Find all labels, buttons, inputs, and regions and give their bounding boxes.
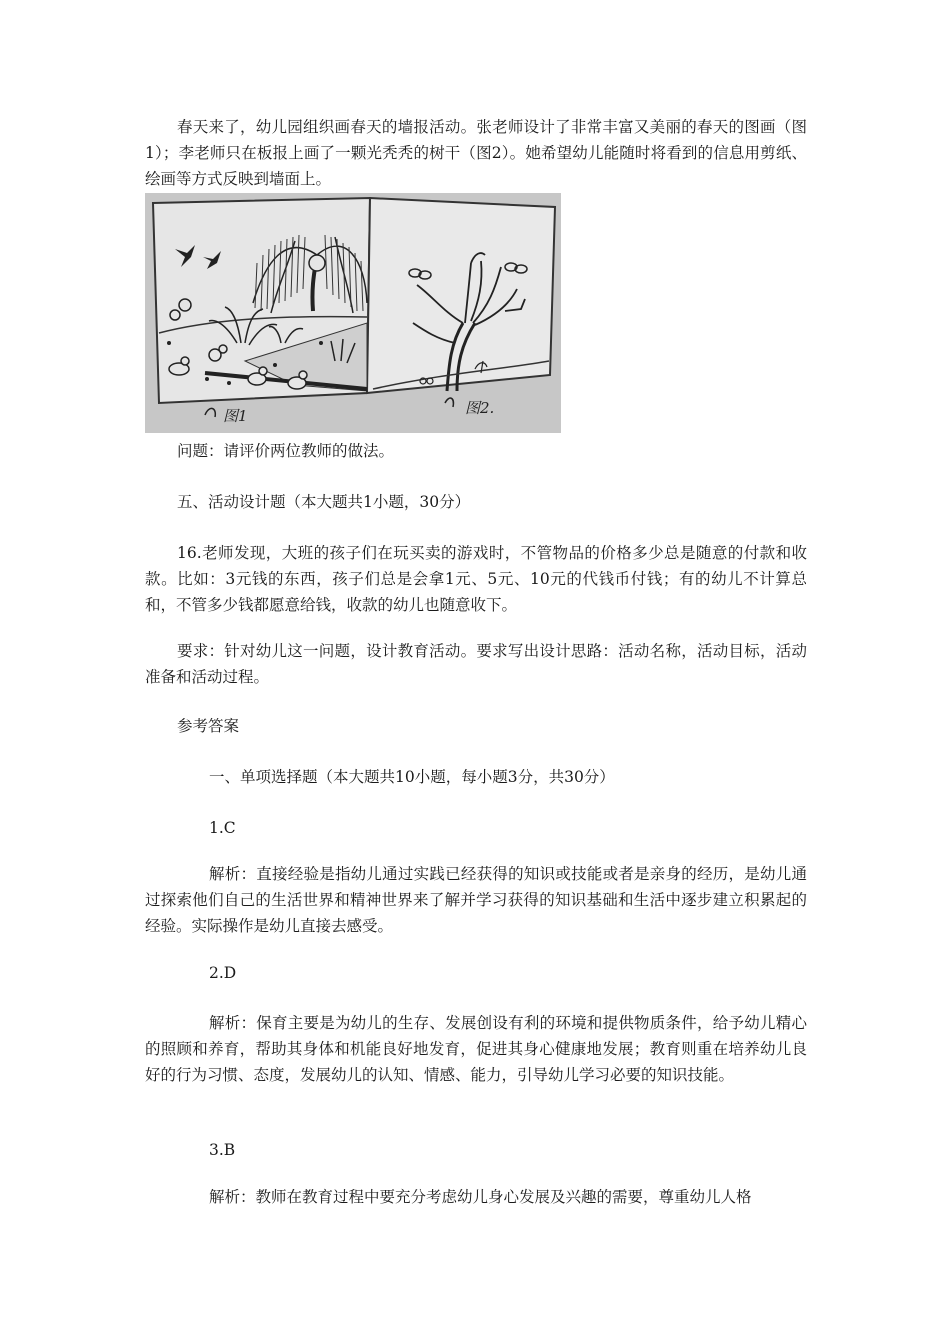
answer-analysis: 解析：保育主要是为幼儿的生存、发展创设有利的环境和提供物质条件，给予幼儿精心的照顾和养育，帮助其身体和机能良好地发育，促进其身心健康地发展；教育则重在培养幼儿良好的行为习惯、态度，发展幼儿的认知、情感、能力，引导幼儿学习必要的知识技能。 xyxy=(145,1014,807,1084)
figure-1-label: 图1 xyxy=(223,407,248,425)
question-text: 问题：请评价两位教师的做法。 xyxy=(177,442,395,460)
figure-2-label: 图2. xyxy=(465,399,495,417)
answer-number: 1.C xyxy=(209,819,236,837)
spring-drawing-figure xyxy=(145,193,561,433)
q16-text: 16.老师发现，大班的孩子们在玩买卖的游戏时，不管物品的价格多少总是随意的付款和收款。比如：3元钱的东西，孩子们总是会拿1元、5元、10元的代钱币付钱；有的幼儿不计算总和，不管多少钱都愿意给钱，收款的幼儿也随意收下。 xyxy=(145,544,807,614)
intro-paragraph: 春天来了，幼儿园组织画春天的墙报活动。张老师设计了非常丰富又美丽的春天的图画（图1）；李老师只在板报上画了一颗光秃秃的树干（图2）。她希望幼儿能随时将看到的信息用剪纸、绘画等方式反映到墙面上。 xyxy=(145,118,807,188)
answer-analysis: 解析：教师在教育过程中要充分考虑幼儿身心发展及兴趣的需要，尊重幼儿人格 xyxy=(209,1188,752,1206)
q16-requirement: 要求：针对幼儿这一问题，设计教育活动。要求写出设计思路：活动名称，活动目标，活动准备和活动过程。 xyxy=(145,642,807,686)
answer-analysis: 解析：直接经验是指幼儿通过实践已经获得的知识或技能或者是亲身的经历，是幼儿通过探索他们自己的生活世界和精神世界来了解并学习获得的知识基础和生活中逐步建立积累起的经验。实际操作是幼儿直接去感受。 xyxy=(145,865,807,935)
answers-section1-heading: 一、单项选择题（本大题共10小题，每小题3分，共30分） xyxy=(209,768,615,786)
section5-heading: 五、活动设计题（本大题共1小题，30分） xyxy=(177,493,471,511)
spring-drawing-sketch xyxy=(145,193,561,433)
answer-number: 3.B xyxy=(209,1141,236,1159)
answer-number: 2.D xyxy=(209,964,237,982)
answers-heading: 参考答案 xyxy=(177,717,240,735)
